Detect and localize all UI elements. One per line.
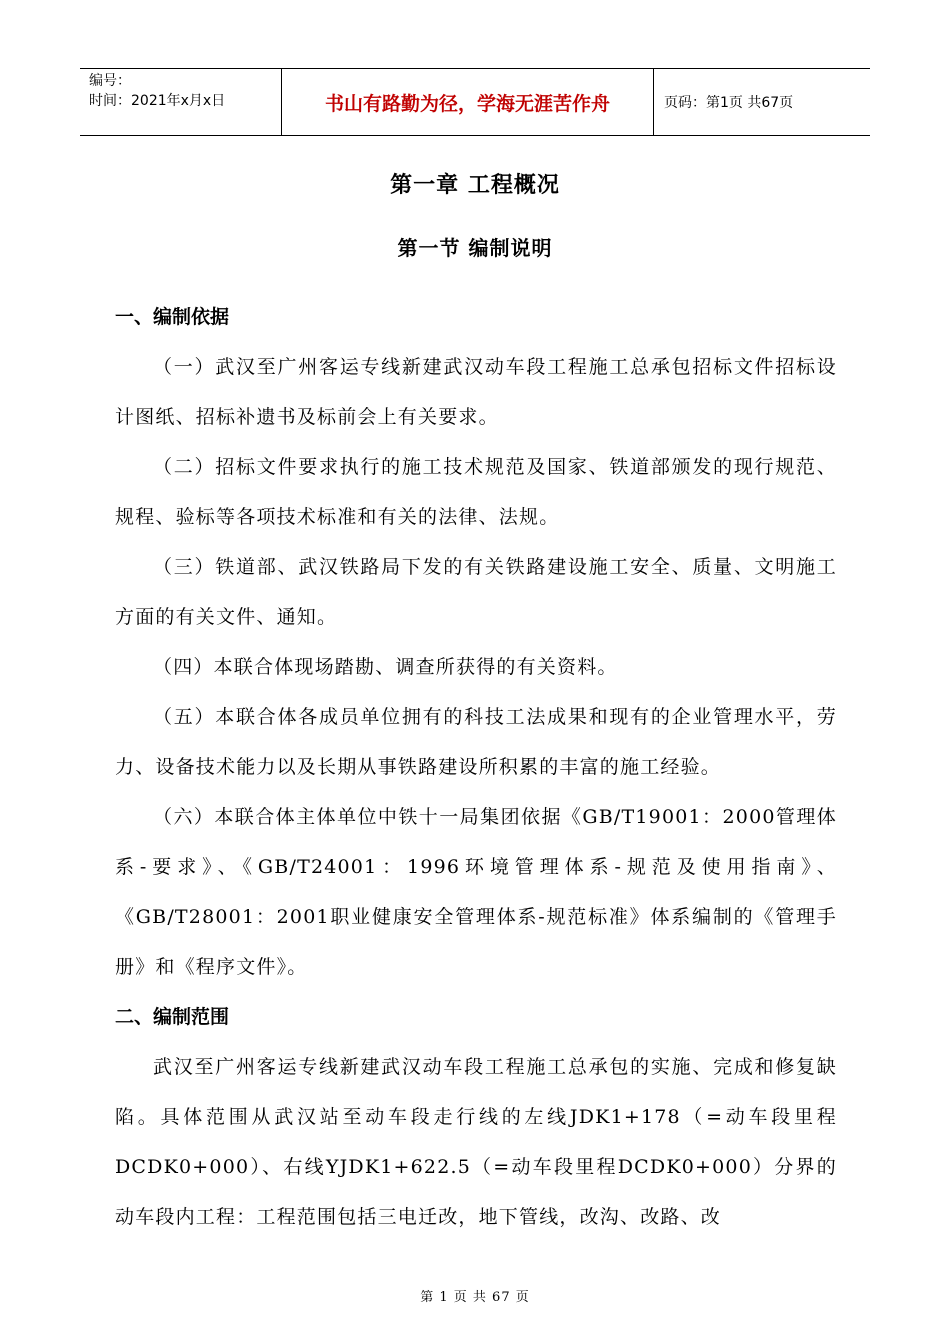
heading-scope: 二、编制范围 [115, 1006, 230, 1028]
header-page-info: 页码：第1页 共67页 [664, 95, 794, 111]
basis-paragraph: （六）本联合体主体单位中铁十一局集团依据《GB/T19001：2000管理体系-要求》、《GB/T24001：1996环境管理体系-规范及使用指南》、《GB/T28001：2001职业健康安全管理体系-规范标准》体系编制的《管理手册》和《程序文件》。 [115, 806, 837, 978]
basis-paragraph: （三）铁道部、武汉铁路局下发的有关铁路建设施工安全、质量、文明施工方面的有关文件、通知。 [115, 556, 837, 628]
basis-paragraph: （四）本联合体现场踏勘、调查所获得的有关资料。 [153, 656, 618, 678]
page-footer: 第 1 页 共 67 页 [420, 1290, 530, 1305]
section-title: 第一节 编制说明 [397, 236, 553, 260]
document-date-label: 时间：2021年x月x日 [89, 93, 226, 109]
header-motto: 书山有路勤为径，学海无涯苦作舟 [282, 69, 654, 135]
document-number-label: 编号： [89, 73, 131, 89]
basis-paragraph: （二）招标文件要求执行的施工技术规范及国家、铁道部颁发的现行规范、规程、验标等各项技术标准和有关的法律、法规。 [115, 456, 837, 528]
header-meta-cell [80, 69, 282, 135]
basis-paragraph: （五）本联合体各成员单位拥有的科技工法成果和现有的企业管理水平，劳力、设备技术能力以及长期从事铁路建设所积累的丰富的施工经验。 [115, 706, 837, 778]
heading-basis: 一、编制依据 [115, 306, 230, 328]
document-header [80, 68, 870, 136]
document-body [115, 292, 837, 1242]
chapter-title: 第一章 工程概况 [390, 172, 560, 198]
basis-paragraph: （一）武汉至广州客运专线新建武汉动车段工程施工总承包招标文件招标设计图纸、招标补遗书及标前会上有关要求。 [115, 356, 837, 428]
scope-paragraph: 武汉至广州客运专线新建武汉动车段工程施工总承包的实施、完成和修复缺陷。具体范围从武汉站至动车段走行线的左线JDK1+178（=动车段里程DCDK0+000）、右线YJDK1+622.5（=动车段里程DCDK0+000）分界的动车段内工程：工程范围包括三电迁改，地下管线，改沟、改路、改 [115, 1056, 837, 1228]
